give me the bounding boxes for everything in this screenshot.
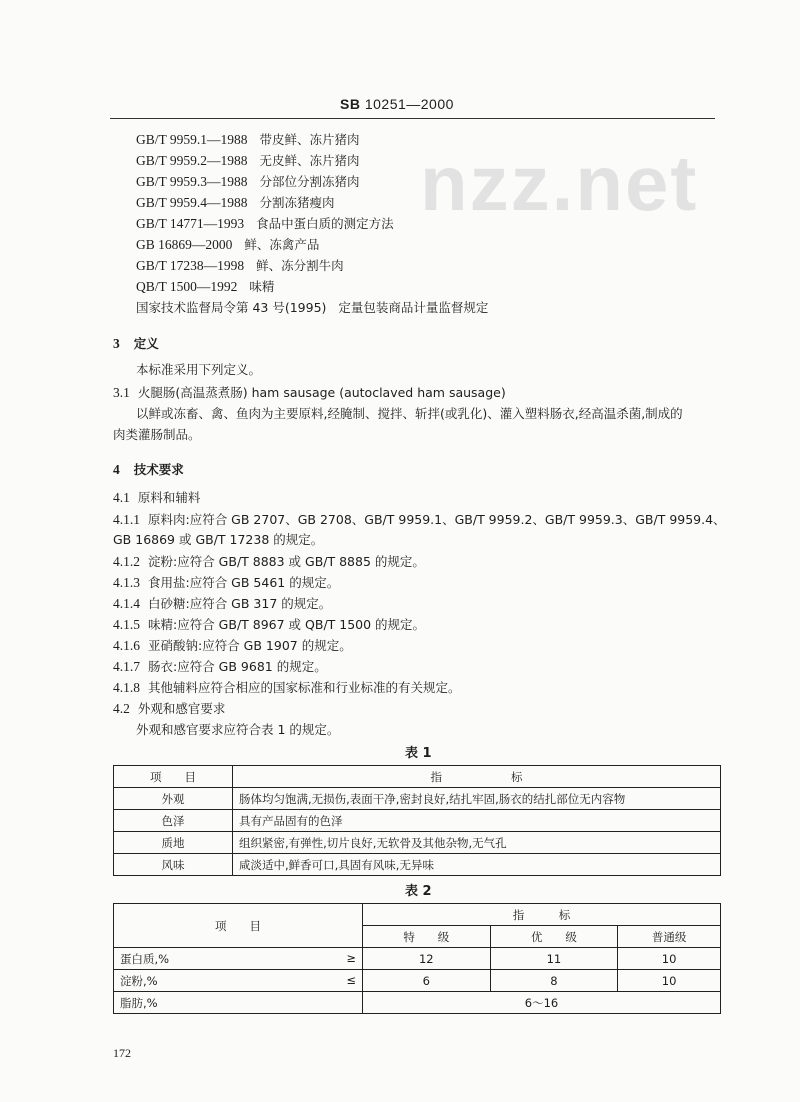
- clause: 4.1.5 味精:应符合 GB/T 8967 或 QB/T 1500 的规定。: [113, 617, 426, 632]
- table-cell: 咸淡适中,鲜香可口,具固有风味,无异味: [233, 854, 721, 876]
- clause: 4.1.4 白砂糖:应符合 GB 317 的规定。: [113, 596, 332, 611]
- header-code: SB: [340, 96, 361, 112]
- ref-line: QB/T 1500—1992 味精: [136, 279, 275, 294]
- table-row: [114, 810, 721, 832]
- clause: 4.1.2 淀粉:应符合 GB/T 8883 或 GB/T 8885 的规定。: [113, 554, 425, 569]
- ref-line: GB/T 9959.2—1988 无皮鲜、冻片猪肉: [136, 153, 360, 168]
- page-header: [340, 96, 454, 112]
- section-4-heading: 4 技术要求: [113, 462, 184, 477]
- ref-line: GB/T 9959.1—1988 带皮鲜、冻片猪肉: [136, 132, 360, 147]
- definition-text: 肉类灌肠制品。: [113, 427, 201, 442]
- table-cell: 11: [490, 948, 618, 970]
- page-number: 172: [113, 1046, 131, 1060]
- ref-line: GB/T 9959.3—1988 分部位分割冻猪肉: [136, 174, 360, 189]
- table-cell: 8: [490, 970, 618, 992]
- section-3-heading: 3 定义: [113, 336, 159, 351]
- ref-line: GB/T 17238—1998 鲜、冻分割牛肉: [136, 258, 344, 273]
- subsection-text: 外观和感官要求应符合表 1 的规定。: [136, 722, 340, 737]
- table-header-row: [114, 766, 721, 788]
- ref-line: GB 16869—2000 鲜、冻禽产品: [136, 237, 320, 252]
- table-header-cell: 指 标: [233, 766, 721, 788]
- table-1: [113, 765, 721, 876]
- table-cell: 12: [363, 948, 491, 970]
- table-2: [113, 903, 721, 1014]
- clause: 4.1.7 肠衣:应符合 GB 9681 的规定。: [113, 659, 327, 674]
- table-header-cell: 优 级: [490, 926, 618, 948]
- watermark: nzz.net: [420, 139, 699, 227]
- table-row: [114, 992, 721, 1014]
- table-header-cell: 普通级: [618, 926, 721, 948]
- subsection-heading: 4.2 外观和感官要求: [113, 701, 226, 716]
- table-cell: 质地: [114, 832, 233, 854]
- table-1-title: 表 1: [405, 746, 432, 761]
- table-cell: 脂肪,%: [114, 992, 363, 1014]
- table-cell: 10: [618, 948, 721, 970]
- table-row: [114, 832, 721, 854]
- table-cell: 风味: [114, 854, 233, 876]
- table-cell: 6～16: [363, 992, 721, 1014]
- ref-line: GB/T 14771—1993 食品中蛋白质的测定方法: [136, 216, 394, 231]
- clause: 4.1.6 亚硝酸钠:应符合 GB 1907 的规定。: [113, 638, 352, 653]
- clause: 4.1.3 食用盐:应符合 GB 5461 的规定。: [113, 575, 340, 590]
- table-header-cell: 指 标: [363, 904, 721, 926]
- table-row: [114, 788, 721, 810]
- table-row: [114, 948, 721, 970]
- table-cell: 具有产品固有的色泽: [233, 810, 721, 832]
- ref-line: 国家技术监督局令第 43 号(1995) 定量包装商品计量监督规定: [136, 300, 489, 315]
- clause: GB 16869 或 GB/T 17238 的规定。: [113, 532, 324, 547]
- table-cell: 淀粉,% ≤: [114, 970, 363, 992]
- table-header-cell: 项 目: [114, 904, 363, 948]
- table-header-cell: 特 级: [363, 926, 491, 948]
- table-cell: 组织紧密,有弹性,切片良好,无软骨及其他杂物,无气孔: [233, 832, 721, 854]
- table-cell: 肠体均匀饱满,无损伤,表面干净,密封良好,结扎牢固,肠衣的结扎部位无内容物: [233, 788, 721, 810]
- header-rule: [110, 118, 715, 119]
- definition-text: 以鲜或冻畜、禽、鱼肉为主要原料,经腌制、搅拌、斩拌(或乳化)、灌入塑料肠衣,经高温杀菌,制成的: [136, 406, 683, 421]
- table-cell: 蛋白质,% ≥: [114, 948, 363, 970]
- subsection-heading: 4.1 原料和辅料: [113, 490, 201, 505]
- header-number: 10251—2000: [364, 96, 454, 112]
- clause: 4.1.1 原料肉:应符合 GB 2707、GB 2708、GB/T 9959.1、GB/T 9959.2、GB/T 9959.3、GB/T 9959.4、: [113, 512, 726, 527]
- table-cell: 10: [618, 970, 721, 992]
- definition-term: 3.1 火腿肠(高温蒸煮肠) ham sausage (autoclaved ham sausage): [113, 385, 506, 400]
- section-3-intro: 本标准采用下列定义。: [136, 362, 262, 377]
- table-row: [114, 970, 721, 992]
- table-cell: 外观: [114, 788, 233, 810]
- table-header-cell: 项 目: [114, 766, 233, 788]
- table-header-row: [114, 904, 721, 926]
- table-2-title: 表 2: [405, 884, 432, 899]
- table-row: [114, 854, 721, 876]
- clause: 4.1.8 其他辅料应符合相应的国家标准和行业标准的有关规定。: [113, 680, 461, 695]
- table-cell: 色泽: [114, 810, 233, 832]
- ref-line: GB/T 9959.4—1988 分割冻猪瘦肉: [136, 195, 335, 210]
- table-cell: 6: [363, 970, 491, 992]
